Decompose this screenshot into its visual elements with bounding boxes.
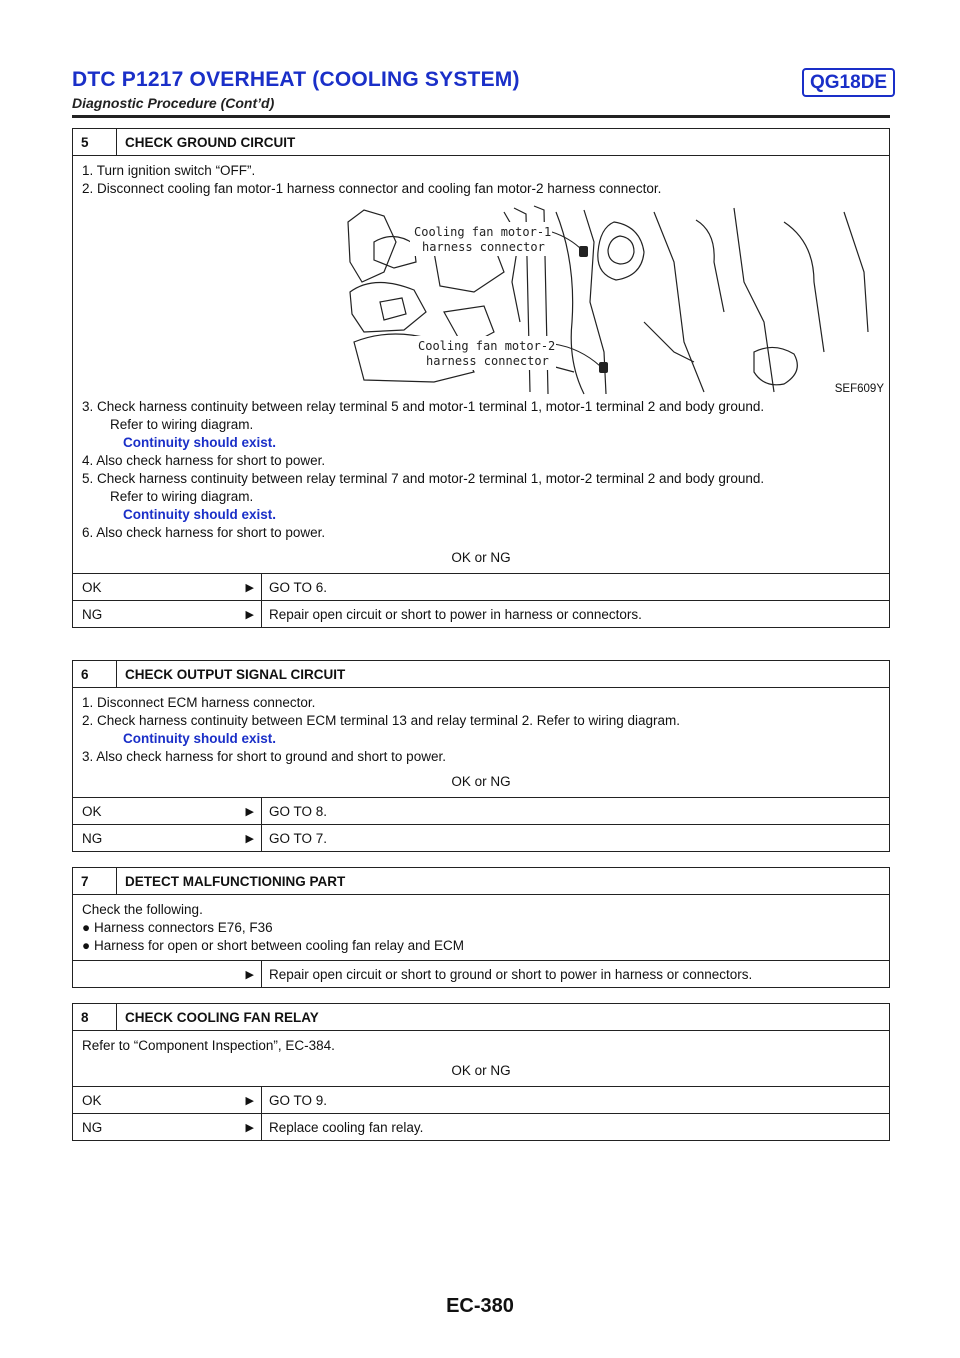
section-5-body [73,156,889,567]
bullet-icon: ● [82,938,91,953]
result-key: NG [82,606,103,622]
result-row-ng [73,1113,889,1140]
result-key: NG [82,1119,103,1135]
result-action: Replace cooling fan relay. [269,1119,424,1135]
section-title: CHECK OUTPUT SIGNAL CIRCUIT [125,666,346,682]
step: 6. Also check harness for short to power. [82,525,326,540]
section-7-header [73,868,889,895]
result-row-ng [73,600,889,627]
ok-or-ng-label: OK or NG [451,550,511,565]
arrow-icon: ▶ [245,581,254,594]
label-motor-2-line-2: harness connector [426,354,549,368]
section-8 [72,1003,890,1141]
connector-location-figure [344,202,884,398]
bullet-item: ● Harness connectors E76, F36 [82,920,273,935]
result-key: NG [82,830,103,846]
result-action: GO TO 9. [269,1092,328,1108]
header-rule [72,115,890,118]
result-row-ok [73,797,889,824]
step: 1. Turn ignition switch “OFF”. [82,163,256,178]
section-number: 5 [73,129,117,155]
step: 3. Also check harness for short to ground and short to power. [82,749,446,764]
result-action: GO TO 7. [269,830,328,846]
result-row-ok [73,573,889,600]
page-number: EC-380 [446,1295,514,1317]
step-note: Refer to wiring diagram. [110,489,254,504]
bullet-icon: ● [82,920,91,935]
section-5 [72,128,890,628]
spec-continuity: Continuity should exist. [123,731,277,746]
step: 1. Disconnect ECM harness connector. [82,695,316,710]
result-key: OK [82,579,102,595]
section-title: CHECK COOLING FAN RELAY [125,1009,319,1025]
arrow-icon: ▶ [245,1094,254,1107]
step: 4. Also check harness for short to power. [82,453,326,468]
result-key: OK [82,1092,102,1108]
result-row-ng [73,824,889,851]
step-note: Refer to wiring diagram. [110,417,254,432]
section-7-body [73,895,889,960]
step: 2. Check harness continuity between ECM terminal 13 and relay terminal 2. Refer to wiring diagram. [82,713,681,728]
result-action: Repair open circuit or short to ground or short to power in harness or connectors. [269,966,753,982]
result-action: Repair open circuit or short to power in harness or connectors. [269,606,642,622]
section-8-body [73,1031,889,1080]
result-action: GO TO 8. [269,803,328,819]
section-number: 6 [73,661,117,687]
label-motor-2-line-1: Cooling fan motor-2 [418,339,556,353]
section-title: CHECK GROUND CIRCUIT [125,134,296,150]
arrow-icon: ▶ [245,968,254,981]
ok-or-ng-label: OK or NG [451,1063,511,1078]
arrow-icon: ▶ [245,832,254,845]
engine-bay-drawing [344,202,884,398]
section-6 [72,660,890,852]
arrow-icon: ▶ [245,805,254,818]
figure-code: SEF609Y [834,383,884,395]
section-8-header [73,1004,889,1031]
arrow-icon: ▶ [245,1121,254,1134]
section-6-header [73,661,889,688]
label-motor-1-line-1: Cooling fan motor-1 [414,225,552,239]
step: Refer to “Component Inspection”, EC-384. [82,1038,335,1053]
section-number: 7 [73,868,117,894]
bullet-item: ● Harness for open or short between cooling fan relay and ECM [82,938,464,953]
step: 5. Check harness continuity between relay terminal 7 and motor-2 terminal 1, motor-2 terminal 2 and body ground. [82,471,765,486]
result-row [73,960,889,987]
arrow-icon: ▶ [245,608,254,621]
page-subtitle: Diagnostic Procedure (Cont’d) [72,95,275,111]
spec-continuity: Continuity should exist. [123,435,277,450]
section-number: 8 [73,1004,117,1030]
section-6-body [73,688,889,791]
section-title: DETECT MALFUNCTIONING PART [125,873,346,889]
result-action: GO TO 6. [269,579,328,595]
ok-or-ng-label: OK or NG [451,774,511,789]
section-5-header [73,129,889,156]
label-motor-1-line-2: harness connector [422,240,545,254]
result-row-ok [73,1086,889,1113]
spec-continuity: Continuity should exist. [123,507,277,522]
step: Check the following. [82,902,203,917]
engine-badge: QG18DE [802,68,895,97]
page-title: DTC P1217 OVERHEAT (COOLING SYSTEM) [72,68,520,91]
result-key: OK [82,803,102,819]
step: 2. Disconnect cooling fan motor-1 harness connector and cooling fan motor-2 harness connector. [82,181,662,196]
step: 3. Check harness continuity between relay terminal 5 and motor-1 terminal 1, motor-1 terminal 2 and body ground. [82,399,765,414]
section-7 [72,867,890,988]
